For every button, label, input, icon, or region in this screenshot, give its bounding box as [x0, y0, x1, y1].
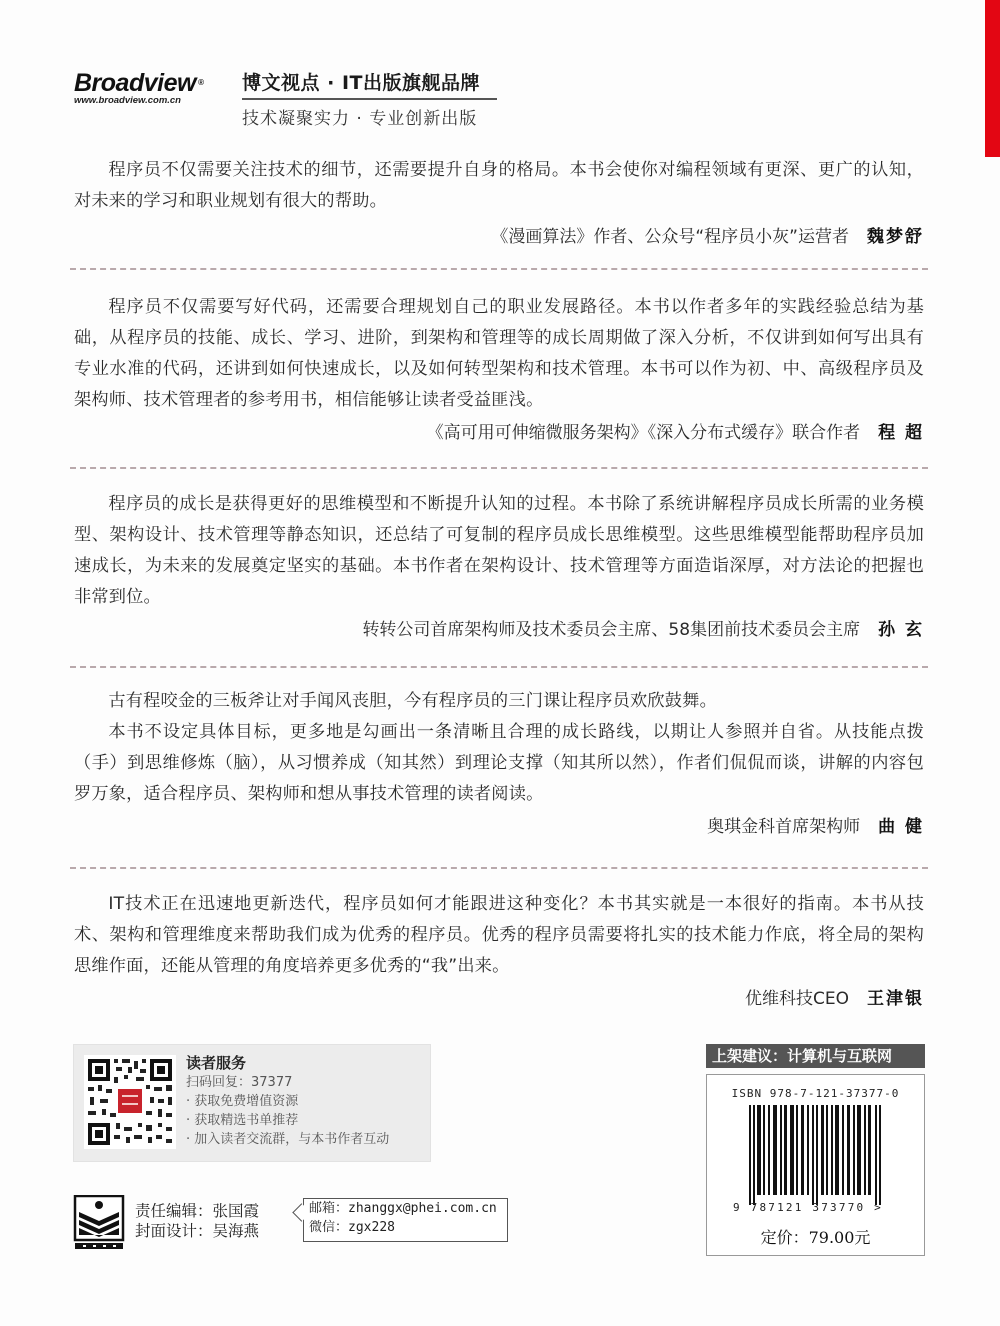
- phei-logo-icon: [73, 1195, 125, 1251]
- barcode-digits: 9 787121 373770 >: [733, 1201, 883, 1214]
- wechat-value: zgx228: [348, 1220, 395, 1235]
- review-paragraph: 程序员不仅需要关注技术的细节，还需要提升自身的格局。本书会使你对编程领域有更深、更广的认知，对未来的学习和职业规划有很大的帮助。: [74, 160, 924, 211]
- reviewer-title: 《漫画算法》作者、公众号“程序员小灰”运营者: [491, 227, 849, 247]
- reader-service-item: · 获取免费增值资源: [186, 1094, 299, 1109]
- dashed-divider: [70, 666, 928, 668]
- reader-service-item: · 获取精选书单推荐: [186, 1113, 299, 1128]
- slogan-line-1: 博文视点 · IT出版旗舰品牌: [242, 68, 497, 100]
- reviewer-name: 王津银: [867, 989, 924, 1009]
- wechat-label: 微信：: [309, 1220, 349, 1235]
- dashed-divider: [70, 467, 928, 469]
- broadview-url: www.broadview.com.cn: [74, 95, 181, 106]
- broadview-logo: Broadview ®: [74, 69, 204, 97]
- cover-designer: 封面设计：吴海燕: [135, 1222, 260, 1240]
- review-paragraph: 程序员不仅需要写好代码，还需要合理规划自己的职业发展路径。本书以作者多年的实践经验总结为基础，从程序员的技能、成长、学习、进阶，到架构和管理等的成长周期做了深入分析，不仅讲到如何写出具有专业水准的代码，还讲到如何快速成长，以及如何转型架构和技术管理。本书可以作为初、中、高级程序员及架构师、技术管理者的参考用书，相信能够让读者受益匪浅。: [74, 297, 924, 410]
- review-4: [74, 686, 924, 842]
- registered-mark: ®: [197, 78, 204, 87]
- review-paragraph: 本书不设定具体目标，更多地是勾画出一条清晰且合理的成长路线，以期让人参照并自省。从技能点拨（手）到思维修炼（脑），从习惯养成（知其然）到理论支撑（知其所以然），作者们侃侃而谈，讲解的内容包罗万象，适合程序员、架构师和想从事技术管理的读者阅读。: [74, 722, 924, 804]
- review-attribution: [74, 418, 924, 448]
- review-2: [74, 292, 924, 448]
- editor-wechat: [304, 1218, 507, 1237]
- editor-email[interactable]: [304, 1199, 507, 1218]
- reviewer-title: 奥琪金科首席架构师: [707, 817, 861, 837]
- isbn-text: ISBN 978-7-121-37377-0: [731, 1087, 900, 1100]
- dashed-divider: [70, 268, 928, 270]
- reviewer-title: 转转公司首席架构师及技术委员会主席、58集团前技术委员会主席: [362, 620, 861, 640]
- reviewer-name: 魏梦舒: [867, 227, 924, 247]
- review-attribution: [74, 222, 924, 252]
- barcode-icon: [749, 1105, 883, 1205]
- qr-code[interactable]: [84, 1055, 176, 1149]
- reader-service-panel: [73, 1044, 431, 1162]
- review-attribution: [74, 984, 924, 1014]
- review-paragraph: 程序员的成长是获得更好的思维模型和不断提升认知的过程。本书除了系统讲解程序员成长所需的业务模型、架构设计、技术管理等静态知识，还总结了可复制的程序员成长思维模型。这些思维模型能帮助程序员加速成长，为未来的发展奠定坚实的基础。本书作者在架构设计、技术管理等方面造诣深厚，对方法论的把握也非常到位。: [74, 494, 924, 607]
- responsible-editor: 责任编辑：张国霞: [135, 1202, 260, 1220]
- reviewer-name: 程 超: [878, 423, 924, 443]
- reviewer-name: 曲 健: [878, 817, 924, 837]
- review-attribution: [74, 812, 924, 842]
- review-paragraph: 古有程咬金的三板斧让对手闻风丧胆，今有程序员的三门课让程序员欢欣鼓舞。: [108, 691, 717, 711]
- slogan-line-2: 技术凝聚实力 · 专业创新出版: [242, 109, 478, 129]
- email-label: 邮箱：: [309, 1201, 349, 1216]
- reviewer-name: 孙 玄: [878, 620, 924, 640]
- reader-service-item: · 加入读者交流群，与本书作者互动: [186, 1132, 390, 1147]
- reader-service-text: [186, 1053, 389, 1149]
- credits-block: [73, 1195, 513, 1251]
- isbn-barcode-box: [706, 1074, 925, 1256]
- shelf-suggestion: 上架建议：计算机与互联网: [706, 1044, 925, 1068]
- email-value: zhanggx@phei.com.cn: [348, 1201, 497, 1216]
- reader-service-title: 读者服务: [186, 1054, 247, 1072]
- editor-credits: [135, 1201, 259, 1241]
- reviewer-title: 《高可用可伸缩微服务架构》《深入分布式缓存》联合作者: [426, 423, 861, 443]
- review-paragraph: IT技术正在迅速地更新迭代，程序员如何才能跟进这种变化？本书其实就是一本很好的指南。本书从技术、架构和管理维度来帮助我们成为优秀的程序员。优秀的程序员需要将扎实的技术能力作底，将全局的架构思维作面，还能从管理的角度培养更多优秀的“我”出来。: [74, 894, 924, 976]
- dashed-divider: [70, 867, 928, 869]
- book-price: 定价：79.00元: [760, 1228, 871, 1247]
- scan-reply-code: 扫码回复：37377: [186, 1075, 293, 1090]
- review-attribution: [74, 615, 924, 645]
- reviewer-title: 优维科技CEO: [745, 989, 849, 1009]
- review-1: [74, 155, 924, 252]
- red-edge-bar: [985, 0, 1000, 157]
- editor-contact-callout: [303, 1198, 508, 1242]
- broadview-brand: [74, 70, 234, 106]
- review-3: [74, 489, 924, 645]
- review-5: [74, 889, 924, 1014]
- publisher-slogan: [242, 68, 497, 129]
